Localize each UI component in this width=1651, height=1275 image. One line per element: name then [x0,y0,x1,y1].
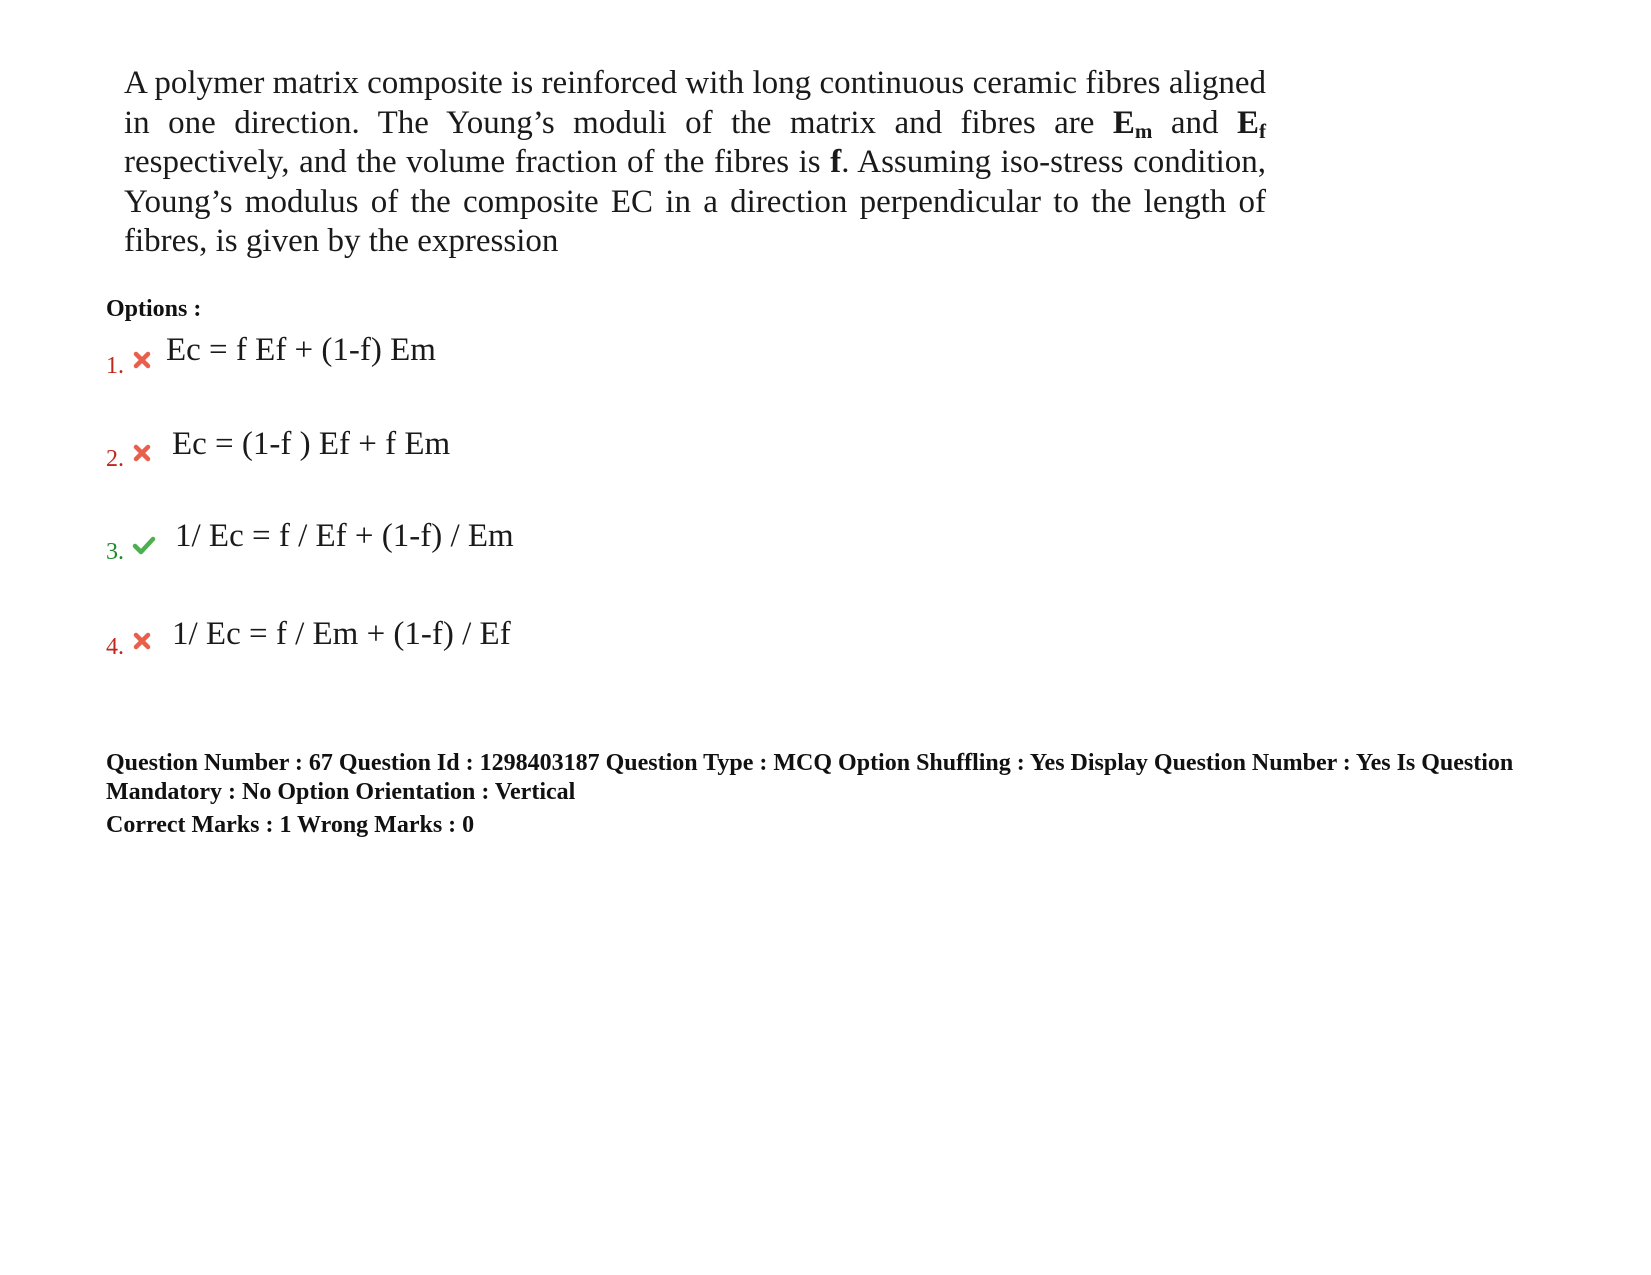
cross-icon [132,443,152,463]
cross-icon [132,631,152,651]
option-number: 3. [106,539,124,565]
cross-icon [132,350,152,370]
question-part-2: and [1152,104,1237,141]
question-part-4: . Assuming iso-stress condition, Young’s modulus of the composite EC in a direction perpendicular to the length of fibres, is given by the expression [124,144,1266,259]
option-number: 1. [106,353,124,379]
question-text [124,64,1266,262]
option-number: 2. [106,446,124,472]
question-marks: Correct Marks : 1 Wrong Marks : 0 [106,812,475,838]
question-part-1: A polymer matrix composite is reinforced with long continuous ceramic fibres aligned in one direction. The Young’s moduli of the matrix and fibres are [124,65,1266,141]
volume-fraction-symbol: f [830,144,842,180]
question-metadata: Question Number : 67 Question Id : 1298403187 Question Type : MCQ Option Shuffling : Yes Display Question Number : Yes Is Question Mandatory : No Option Orientation : Vertical [106,750,1514,805]
question-part-3: respectively, and the volume fraction of the fibres is [124,144,831,180]
fibre-modulus-symbol: $E_f$ [1236,104,1266,143]
options-label: Options : [106,296,202,322]
option-number: 4. [106,634,124,660]
option-formula: Ec = (1-f ) Ef + f Em [172,426,451,462]
option-formula: 1/ Ec = f / Ef + (1-f) / Em [175,518,514,554]
option-formula: Ec = f Ef + (1-f) Em [166,332,436,368]
option-formula: 1/ Ec = f / Em + (1-f) / Ef [172,616,511,652]
matrix-modulus-symbol: $E_m$ [1112,104,1153,143]
check-icon [132,534,156,556]
